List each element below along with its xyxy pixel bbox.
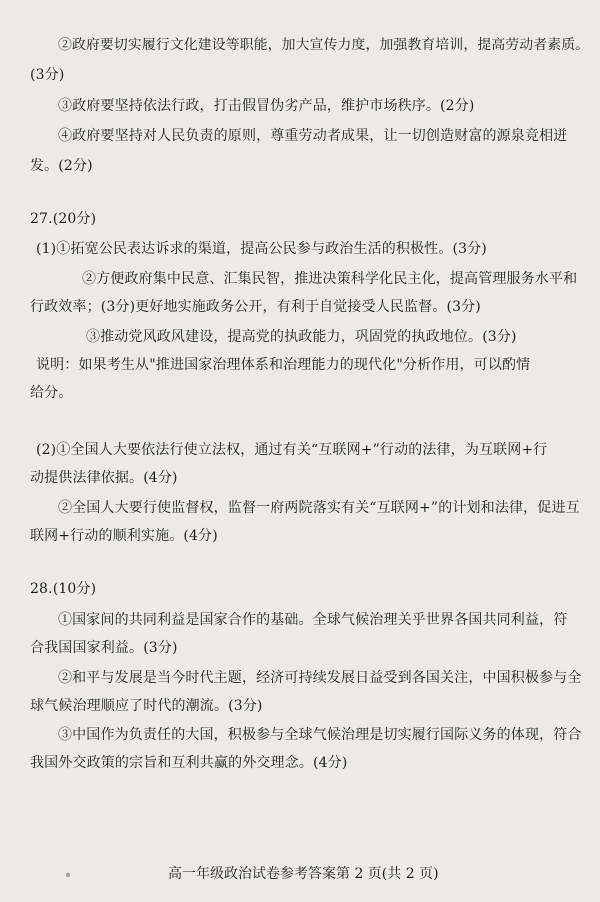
q27-part2-item2-line2: 联网+行动的顺利实施。(4分) — [30, 528, 218, 544]
q27-part1-item1: (1)①拓宽公民表达诉求的渠道，提高公民参与政治生活的积极性。(3分) — [36, 241, 487, 257]
q27-part1-item3: ③推动党风政风建设，提高党的执政能力，巩固党的执政地位。(3分) — [86, 329, 517, 345]
q28-item1-line1: ①国家间的共同利益是国家合作的基础。全球气候治理关乎世界各国共同利益，符 — [58, 612, 568, 628]
scan-speck — [66, 873, 70, 877]
q26-item4-line1: ④政府要坚持对人民负责的原则，尊重劳动者成果，让一切创造财富的源泉竞相迸 — [58, 128, 568, 144]
q28-heading: 28.(10分) — [30, 581, 97, 597]
q27-part1-item2-line1: ②方便政府集中民意、汇集民智，推进决策科学化民主化，提高管理服务水平和 — [82, 271, 578, 287]
q26-item2-line1: ②政府要切实履行文化建设等职能，加大宣传力度，加强教育培训，提高劳动者素质。 — [58, 37, 590, 53]
q27-part2-item1-line2: 动提供法律依据。(4分) — [30, 470, 178, 486]
q26-item4-line2: 发。(2分) — [30, 158, 93, 174]
q28-item3-line1: ③中国作为负责任的大国，积极参与全球气候治理是切实履行国际义务的体现，符合 — [58, 727, 582, 743]
q28-item2-line1: ②和平与发展是当今时代主题，经济可持续发展日益受到各国关注，中国积极参与全 — [58, 670, 582, 686]
q28-item3-line2: 我国外交政策的宗旨和互利共赢的外交理念。(4分) — [30, 755, 348, 771]
q28-item2-line2: 球气候治理顺应了时代的潮流。(3分) — [30, 698, 263, 714]
page-footer: 高一年级政治试卷参考答案第 2 页(共 2 页) — [168, 866, 439, 882]
q27-heading: 27.(20分) — [30, 211, 97, 227]
q27-note-line1: 说明：如果考生从"推进国家治理体系和治理能力的现代化"分析作用，可以酌情 — [36, 357, 531, 373]
q27-part2-item2-line1: ②全国人大要行使监督权，监督一府两院落实有关“互联网+”的计划和法律，促进互 — [58, 500, 580, 516]
q27-part1-item2-line2: 行政效率；(3分)更好地实施政务公开，有利于自觉接受人民监督。(3分) — [30, 299, 481, 315]
q26-item3: ③政府要坚持依法行政，打击假冒伪劣产品，维护市场秩序。(2分) — [58, 98, 475, 114]
q26-item2-line2: (3分) — [30, 67, 65, 83]
q27-part2-item1-line1: (2)①全国人大要依法行使立法权，通过有关“互联网+”行动的法律，为互联网+行 — [36, 442, 548, 458]
q27-note-line2: 给分。 — [30, 385, 73, 401]
q28-item1-line2: 合我国国家利益。(3分) — [30, 640, 178, 656]
